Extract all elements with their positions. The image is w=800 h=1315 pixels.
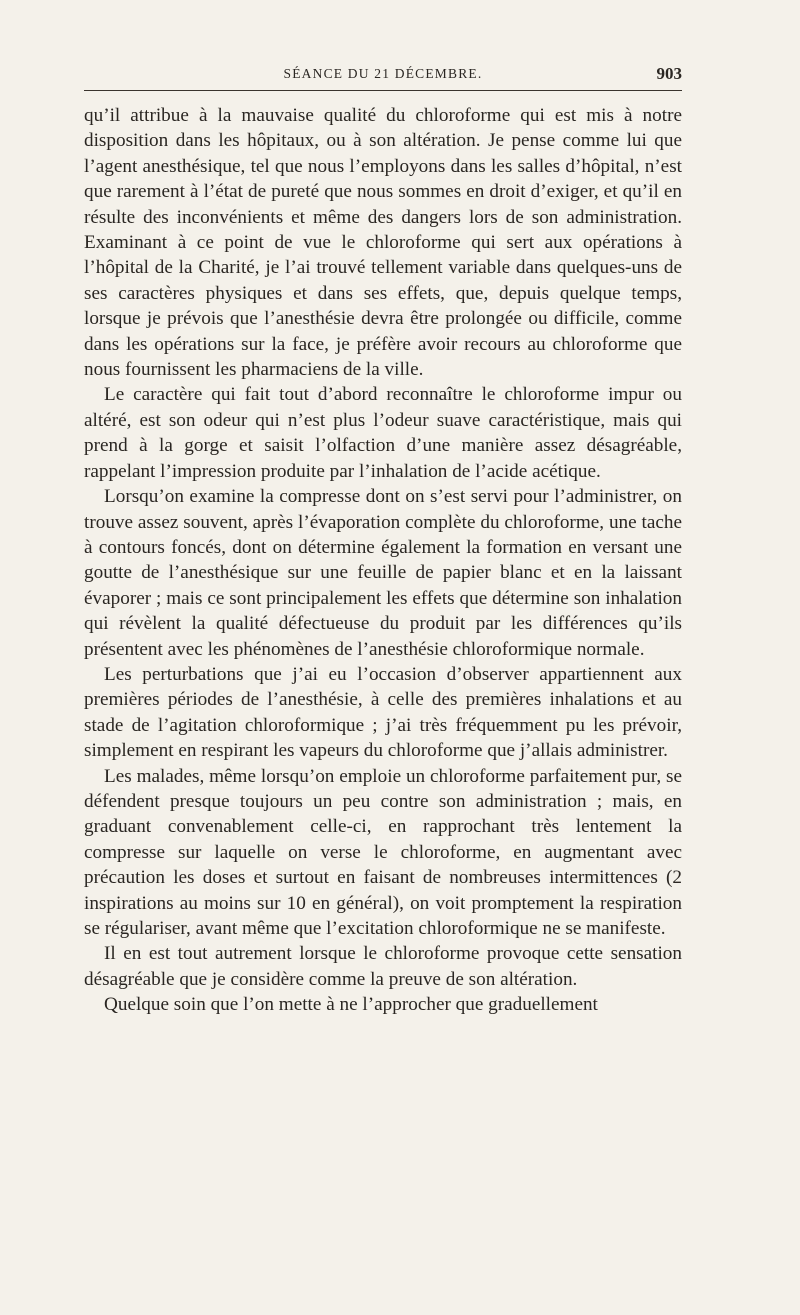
page-number: 903 bbox=[656, 64, 682, 83]
body-text bbox=[84, 103, 682, 1018]
paragraph-otherwise: Il en est tout autrement lorsque le chloroforme provoque cette sensation désagréable que je considère comme la preuve de son altération. bbox=[84, 943, 682, 990]
book-page bbox=[84, 60, 682, 1018]
paragraph-perturbations: Les perturbations que j’ai eu l’occasion d’observer appartiennent aux premières périodes de l’anesthésie, à celle des premières inhalations et au stade de l’agitation chloroformique ; j’ai très fréquemment pu les prévoir, simplement en respirant les vapeurs du chloroforme que j’allais administrer. bbox=[84, 663, 682, 762]
running-title: SÉANCE DU 21 DÉCEMBRE. bbox=[283, 66, 483, 81]
paragraph-compress: Lorsqu’on examine la compresse dont on s’est servi pour l’administrer, on trouve assez souvent, après l’évaporation complète du chloroforme, une tache à contours foncés, dont on détermine également la formation en versant une goutte de l’anesthésique sur une feuille de papier blanc et en la laissant évaporer ; mais ce sont principalement les effets que détermine son inhalation qui révèlent la qualité défectueuse du produit par les différences qu’ils présentent avec les phénomènes de l’anesthésie chloroformique normale. bbox=[84, 486, 682, 660]
paragraph-continuation: qu’il attribue à la mauvaise qualité du chloroforme qui est mis à notre disposition dans les hôpitaux, ou à son altération. Je pense comme lui que l’agent anesthésique, tel que nous l’employons dans les salles d’hôpital, n’est que rarement à l’état de pureté que nous sommes en droit d’exiger, et qu’il en résulte des inconvénients et même des dangers lors de son administration. Examinant à ce point de vue le chloroforme qui sert aux opérations à l’hôpital de la Charité, je l’ai trouvé tellement variable dans quelques-uns de ses caractères physiques et dans ses effets, que, depuis quelque temps, lorsque je prévois que l’anesthésie devra être prolongée ou difficile, comme dans les opérations sur la face, je préfère avoir recours au chloroforme que nous fournissent les pharmaciens de la ville. bbox=[84, 105, 682, 381]
running-head bbox=[84, 60, 682, 91]
paragraph-final-line: Quelque soin que l’on mette à ne l’approcher que graduellement bbox=[104, 994, 598, 1016]
paragraph-odor: Le caractère qui fait tout d’abord reconnaître le chloroforme impur ou altéré, est son odeur qui n’est plus l’odeur suave caractéristique, mais qui prend à la gorge et saisit l’olfaction d’une manière assez désagréable, rappelant l’impression produite par l’inhalation de l’acide acétique. bbox=[84, 384, 682, 482]
paragraph-patients: Les malades, même lorsqu’on emploie un chloroforme parfaitement pur, se défendent presque toujours un peu contre son administration ; mais, en graduant convenablement celle-ci, en rapprochant très lentement la compresse sur laquelle on verse le chloroforme, en augmentant avec précaution les doses et surtout en faisant de nombreuses intermittences (2 inspirations au moins sur 10 en général), on voit promptement la respiration se régulariser, avant même que l’excitation chloroformique ne se manifeste. bbox=[84, 765, 682, 939]
